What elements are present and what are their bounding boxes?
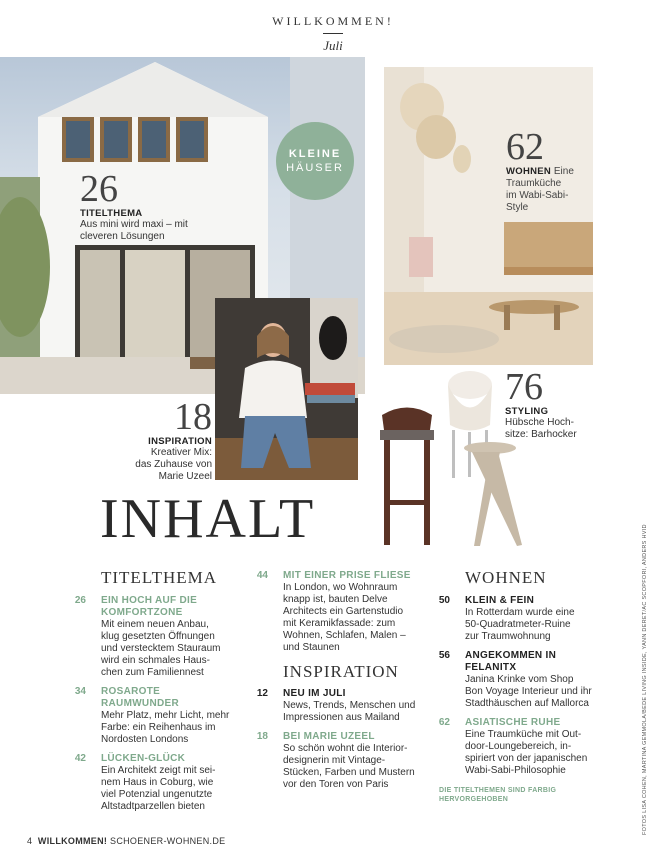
entry-page-number: 34 bbox=[74, 686, 86, 697]
entry-text: Farbe: ein Reihenhaus im bbox=[101, 722, 216, 733]
teaser-inspiration[interactable] bbox=[100, 398, 212, 483]
teaser-text: Aus mini wird maxi – mit bbox=[80, 219, 188, 230]
bar-stools-photo[interactable] bbox=[372, 370, 522, 548]
toc-entry[interactable] bbox=[76, 595, 248, 679]
entry-page-number: 44 bbox=[256, 570, 268, 581]
entry-title: ASIATISCHE RUHE bbox=[465, 717, 561, 728]
entry-text: wird ein schmales Haus- bbox=[101, 655, 210, 666]
entry-page-number: 26 bbox=[74, 595, 86, 606]
footer-site[interactable]: SCHOENER-WOHNEN.DE bbox=[110, 836, 226, 846]
entry-text: mit Keramikfassade: zum bbox=[283, 618, 396, 629]
kitchen-photo[interactable] bbox=[384, 67, 593, 365]
entry-text: Eine Traumküche mit Out- bbox=[465, 729, 582, 740]
credits-text: FOTOS LISA COHEN, MARTINA GEMMOLA/BEDE LIVING INSIDE, YANN DERET/AC SCOPFORI, ANDERS HVID bbox=[642, 524, 648, 835]
toc-entry[interactable] bbox=[76, 686, 248, 746]
teaser-text: Traumküche bbox=[506, 178, 562, 189]
teaser-text: cleveren Lösungen bbox=[80, 231, 165, 242]
section-heading: TITELTHEMA bbox=[101, 568, 218, 587]
toc-entry[interactable] bbox=[258, 688, 428, 724]
teaser-category: STYLING bbox=[505, 406, 549, 417]
entry-page-number: 56 bbox=[438, 650, 450, 661]
teaser-text: das Zuhause von bbox=[135, 459, 212, 470]
entry-text: und Staunen bbox=[283, 642, 340, 653]
entry-text: So schön wohnt die Interior- bbox=[283, 743, 408, 754]
toc-entry[interactable] bbox=[440, 717, 620, 777]
entry-text: Impressionen aus Mailand bbox=[283, 712, 400, 723]
entry-text: In Rotterdam wurde eine bbox=[465, 607, 575, 618]
entry-text: door-Loungebereich, in- bbox=[465, 741, 572, 752]
entry-text: Stücken, Farben und Mustern bbox=[283, 767, 415, 778]
kitchen-illustration bbox=[384, 67, 593, 365]
entry-page-number: 50 bbox=[438, 595, 450, 606]
issue-month: Juli bbox=[323, 38, 343, 53]
section-heading: INSPIRATION bbox=[283, 662, 399, 681]
entry-title: RAUMWUNDER bbox=[101, 698, 179, 709]
entry-title: LÜCKEN-GLÜCK bbox=[101, 753, 186, 764]
entry-text: In London, wo Wohnraum bbox=[283, 582, 398, 593]
entry-title: BEI MARIE UZEEL bbox=[283, 731, 375, 742]
entry-text: Mit einem neuen Anbau, bbox=[101, 619, 209, 630]
page-footer bbox=[27, 836, 225, 846]
entry-text: viel Potenzial ungenutzte bbox=[101, 789, 213, 800]
page-number: 4 bbox=[27, 836, 33, 846]
teaser-page-number: 62 bbox=[506, 126, 544, 168]
entry-text: 50-Quadratmeter-Ruine bbox=[465, 619, 571, 630]
teaser-styling[interactable] bbox=[505, 368, 625, 441]
teaser-category: WOHNEN bbox=[506, 166, 552, 177]
page-title: INHALT bbox=[100, 488, 316, 550]
entry-text: und verstecktem Stauraum bbox=[101, 643, 221, 654]
photo-credits bbox=[636, 505, 648, 835]
entry-page-number: 62 bbox=[438, 717, 450, 728]
entry-text: zur Traumwohnung bbox=[465, 631, 551, 642]
entry-text: Bon Voyage Interieur und ihr bbox=[465, 686, 592, 697]
teaser-text: Style bbox=[506, 202, 529, 213]
entry-title: KOMFORTZONE bbox=[101, 607, 183, 618]
badge-line-1: KLEINE bbox=[288, 148, 342, 160]
portrait-photo[interactable] bbox=[215, 298, 358, 480]
teaser-page-number: 18 bbox=[174, 396, 212, 438]
entry-text: Ein Architekt zeigt mit sei- bbox=[101, 765, 216, 776]
toc-column-wohnen bbox=[440, 568, 620, 784]
entry-title: MIT EINER PRISE FLIESE bbox=[283, 570, 411, 581]
entry-text: Wabi-Sabi-Philosophie bbox=[465, 765, 566, 776]
section-heading: WOHNEN bbox=[465, 568, 547, 587]
entry-text: Nordosten Londons bbox=[101, 734, 189, 745]
toc-entry[interactable] bbox=[76, 753, 248, 813]
teaser-text: im Wabi-Sabi- bbox=[506, 190, 569, 201]
teaser-page-number: 26 bbox=[80, 168, 118, 210]
entry-text: nem Haus in Coburg, wie bbox=[101, 777, 214, 788]
teaser-category: TITELTHEMA bbox=[80, 208, 143, 219]
entry-title: ANGEKOMMEN IN bbox=[465, 650, 557, 661]
entry-text: vor den Toren von Paris bbox=[283, 779, 389, 790]
teaser-page-number: 76 bbox=[505, 366, 543, 408]
toc-entry[interactable] bbox=[440, 650, 620, 710]
teaser-text: Hübsche Hoch- bbox=[505, 417, 574, 428]
teaser-text: sitze: Barhocker bbox=[505, 429, 577, 440]
badge-line-2: HÄUSER bbox=[286, 162, 344, 174]
kicker-divider bbox=[323, 33, 343, 34]
footer-section: WILLKOMMEN! bbox=[37, 836, 108, 846]
entry-text: Wohnen, Schlafen, Malen – bbox=[283, 630, 406, 641]
bar-stools-illustration bbox=[372, 370, 522, 548]
entry-text: Mehr Platz, mehr Licht, mehr bbox=[101, 710, 230, 721]
entry-text: Altstadtparzellen bieten bbox=[101, 801, 205, 812]
section-kicker: WILLKOMMEN! bbox=[272, 14, 394, 28]
toc-column-titelthema bbox=[76, 568, 248, 820]
entry-title: KLEIN & FEIN bbox=[465, 595, 535, 606]
note-line: HERVORGEHOBEN bbox=[439, 796, 509, 803]
entry-text: chen zum Familiennest bbox=[101, 667, 204, 678]
entry-title: NEU IM JULI bbox=[283, 688, 346, 699]
teaser-category: INSPIRATION bbox=[148, 436, 212, 447]
entry-text: knapp ist, bauten Delve bbox=[283, 594, 388, 605]
entry-text: Stadthäuschen auf Mallorca bbox=[465, 698, 589, 709]
entry-text: klug gesetzten Öffnungen bbox=[101, 631, 215, 642]
entry-text: Architects ein Gartenstudio bbox=[283, 606, 404, 617]
entry-title: ROSAROTE bbox=[101, 686, 161, 697]
teaser-text: Eine bbox=[553, 166, 574, 177]
note-line: DIE TITELTHEMEN SIND FARBIG bbox=[439, 787, 557, 794]
portrait-illustration bbox=[215, 298, 358, 480]
entry-text: designerin mit Vintage- bbox=[283, 755, 386, 766]
toc-entry[interactable] bbox=[258, 570, 428, 654]
teaser-text: Marie Uzeel bbox=[158, 471, 212, 482]
highlight-note bbox=[439, 786, 599, 804]
entry-title: EIN HOCH AUF DIE bbox=[101, 595, 198, 606]
entry-page-number: 18 bbox=[256, 731, 268, 742]
entry-text: News, Trends, Menschen und bbox=[283, 700, 416, 711]
toc-entry[interactable] bbox=[258, 731, 428, 791]
entry-text: spiriert von der japanischen bbox=[465, 753, 588, 764]
entry-title: FELANITX bbox=[465, 662, 517, 673]
teaser-text: Kreativer Mix: bbox=[150, 447, 212, 458]
toc-column-middle bbox=[258, 570, 428, 798]
teaser-titelthema[interactable] bbox=[80, 170, 310, 243]
entry-page-number: 42 bbox=[74, 753, 86, 764]
entry-page-number: 12 bbox=[256, 688, 268, 699]
teaser-wohnen[interactable] bbox=[506, 128, 606, 214]
entry-text: Janina Krinke vom Shop bbox=[465, 674, 574, 685]
toc-entry[interactable] bbox=[440, 595, 620, 643]
